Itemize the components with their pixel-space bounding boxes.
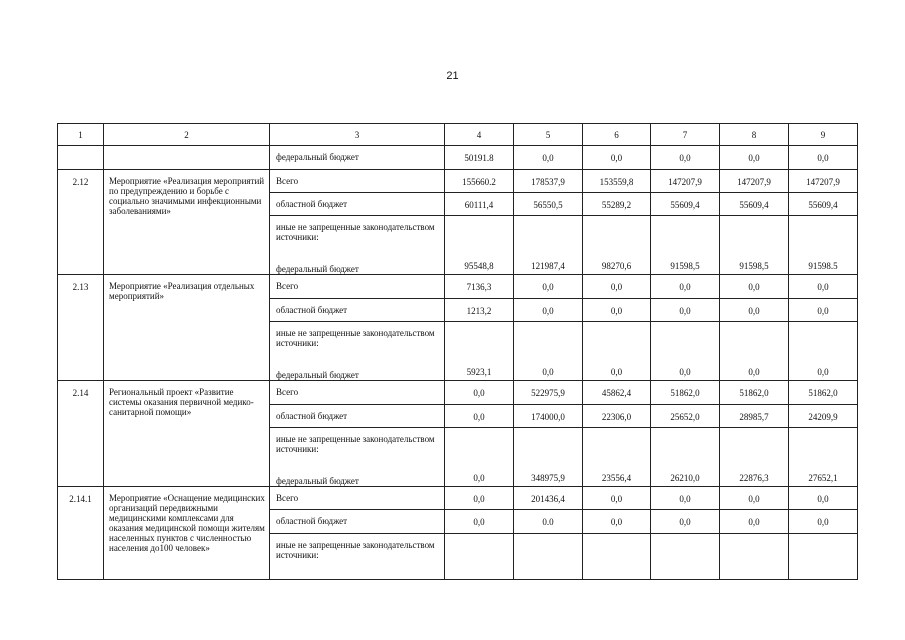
col-header-8: 8 [720, 124, 789, 146]
table-cell [58, 146, 104, 170]
value-cell: 0,0 [651, 487, 720, 510]
value-cell: 5923,1 [445, 322, 514, 381]
activity-name: Мероприятие «Реализация мероприятий по предупреждению и борьбе с социально значимыми инфекционными заболеваниями» [104, 170, 270, 275]
value-cell: 0,0 [720, 275, 789, 299]
value-cell: 147207,9 [789, 170, 858, 193]
value-cell: 91598,5 [720, 216, 789, 275]
value-cell: 0.0 [514, 510, 583, 534]
table-cell [583, 534, 651, 580]
value-cell: 522975,9 [514, 381, 583, 405]
table-row [58, 487, 858, 510]
value-cell: 22876,3 [720, 428, 789, 487]
source-cell: областной бюджет [270, 510, 445, 534]
value-cell: 0,0 [445, 487, 514, 510]
source-cell: Всего [270, 381, 445, 405]
row-number: 2.14 [58, 381, 104, 487]
activity-name: Мероприятие «Реализация отдельных мероприятий» [104, 275, 270, 381]
value-cell: 24209,9 [789, 405, 858, 428]
value-cell: 55609,4 [789, 193, 858, 216]
table-cell [445, 534, 514, 580]
activity-name: Региональный проект «Развитие системы оказания первичной медико-санитарной помощи» [104, 381, 270, 487]
source-cell: Всего [270, 275, 445, 299]
value-cell: 1213,2 [445, 299, 514, 322]
source-stack [276, 434, 441, 486]
value-cell: 0,0 [720, 487, 789, 510]
value-cell: 0,0 [514, 146, 583, 170]
value-cell: 0,0 [651, 299, 720, 322]
value-cell: 56550,5 [514, 193, 583, 216]
row-number: 2.14.1 [58, 487, 104, 580]
value-cell: 147207,9 [651, 170, 720, 193]
table-cell [789, 534, 858, 580]
value-cell: 201436,4 [514, 487, 583, 510]
value-cell: 45862,4 [583, 381, 651, 405]
source-cell: областной бюджет [270, 405, 445, 428]
value-cell: 0,0 [445, 405, 514, 428]
value-cell: 178537,9 [514, 170, 583, 193]
value-cell: 0,0 [720, 299, 789, 322]
value-cell: 121987,4 [514, 216, 583, 275]
value-cell: 348975,9 [514, 428, 583, 487]
value-cell: 27652,1 [789, 428, 858, 487]
source-cell [270, 322, 445, 381]
value-cell: 0,0 [583, 487, 651, 510]
col-header-3: 3 [270, 124, 445, 146]
col-header-4: 4 [445, 124, 514, 146]
value-cell: 28985,7 [720, 405, 789, 428]
value-cell: 0,0 [720, 510, 789, 534]
federal-label: федеральный бюджет [276, 370, 359, 380]
value-cell: 91598,5 [651, 216, 720, 275]
value-cell: 50191.8 [445, 146, 514, 170]
value-cell: 25652,0 [651, 405, 720, 428]
value-cell: 51862,0 [651, 381, 720, 405]
source-cell [270, 428, 445, 487]
value-cell: 0,0 [514, 299, 583, 322]
col-header-2: 2 [104, 124, 270, 146]
value-cell: 95548,8 [445, 216, 514, 275]
source-cell: Всего [270, 170, 445, 193]
federal-label: федеральный бюджет [276, 476, 359, 486]
source-cell: федеральный бюджет [270, 146, 445, 170]
col-header-5: 5 [514, 124, 583, 146]
value-cell: 0,0 [514, 275, 583, 299]
value-cell: 0,0 [514, 322, 583, 381]
source-cell: областной бюджет [270, 193, 445, 216]
value-cell: 0,0 [445, 510, 514, 534]
value-cell: 22306,0 [583, 405, 651, 428]
value-cell: 23556,4 [583, 428, 651, 487]
table-cell [651, 534, 720, 580]
value-cell: 7136,3 [445, 275, 514, 299]
value-cell: 0,0 [789, 322, 858, 381]
value-cell: 0,0 [583, 275, 651, 299]
value-cell: 60111,4 [445, 193, 514, 216]
value-cell: 0,0 [720, 146, 789, 170]
value-cell: 0,0 [651, 146, 720, 170]
source-stack [276, 328, 441, 380]
value-cell: 98270,6 [583, 216, 651, 275]
budget-table [57, 123, 858, 580]
table-cell [514, 534, 583, 580]
other-sources-label: иные не запрещенные законодательством источники: [276, 222, 435, 242]
header-row [58, 124, 858, 146]
activity-name: Мероприятие «Оснащение медицинских организаций передвижными медицинскими комплексами для оказания медицинской помощи жителям населенных пунктов с численностью населения до100 человек» [104, 487, 270, 580]
value-cell: 0,0 [789, 299, 858, 322]
value-cell: 155660.2 [445, 170, 514, 193]
value-cell: 0,0 [651, 510, 720, 534]
value-cell: 0,0 [789, 275, 858, 299]
row-number: 2.13 [58, 275, 104, 381]
value-cell: 55289,2 [583, 193, 651, 216]
source-cell: Всего [270, 487, 445, 510]
value-cell: 153559,8 [583, 170, 651, 193]
table-row [58, 170, 858, 193]
value-cell: 0,0 [583, 299, 651, 322]
value-cell: 0,0 [651, 322, 720, 381]
value-cell: 55609,4 [651, 193, 720, 216]
value-cell: 26210,0 [651, 428, 720, 487]
other-sources-label: иные не запрещенные законодательством источники: [276, 328, 435, 348]
value-cell: 0,0 [445, 381, 514, 405]
value-cell: 55609,4 [720, 193, 789, 216]
other-sources-label: иные не запрещенные законодательством источники: [276, 434, 435, 454]
page-number: 21 [446, 70, 459, 82]
value-cell: 0,0 [583, 322, 651, 381]
table-row [58, 275, 858, 299]
value-cell: 0,0 [789, 510, 858, 534]
value-cell: 0,0 [720, 322, 789, 381]
table-row [58, 381, 858, 405]
value-cell: 0,0 [789, 146, 858, 170]
table-cell [104, 146, 270, 170]
value-cell: 174000,0 [514, 405, 583, 428]
value-cell: 0,0 [651, 275, 720, 299]
table-row [58, 146, 858, 170]
value-cell: 51862,0 [720, 381, 789, 405]
value-cell: 91598.5 [789, 216, 858, 275]
col-header-9: 9 [789, 124, 858, 146]
row-number: 2.12 [58, 170, 104, 275]
col-header-1: 1 [58, 124, 104, 146]
value-cell: 147207,9 [720, 170, 789, 193]
col-header-6: 6 [583, 124, 651, 146]
source-cell [270, 216, 445, 275]
source-cell: областной бюджет [270, 299, 445, 322]
value-cell: 0,0 [583, 510, 651, 534]
value-cell: 0,0 [583, 146, 651, 170]
value-cell: 51862,0 [789, 381, 858, 405]
table-cell [720, 534, 789, 580]
col-header-7: 7 [651, 124, 720, 146]
source-cell: иные не запрещенные законодательством источники: [270, 534, 445, 580]
value-cell: 0,0 [445, 428, 514, 487]
source-stack [276, 222, 441, 274]
value-cell: 0,0 [789, 487, 858, 510]
federal-label: федеральный бюджет [276, 264, 359, 274]
